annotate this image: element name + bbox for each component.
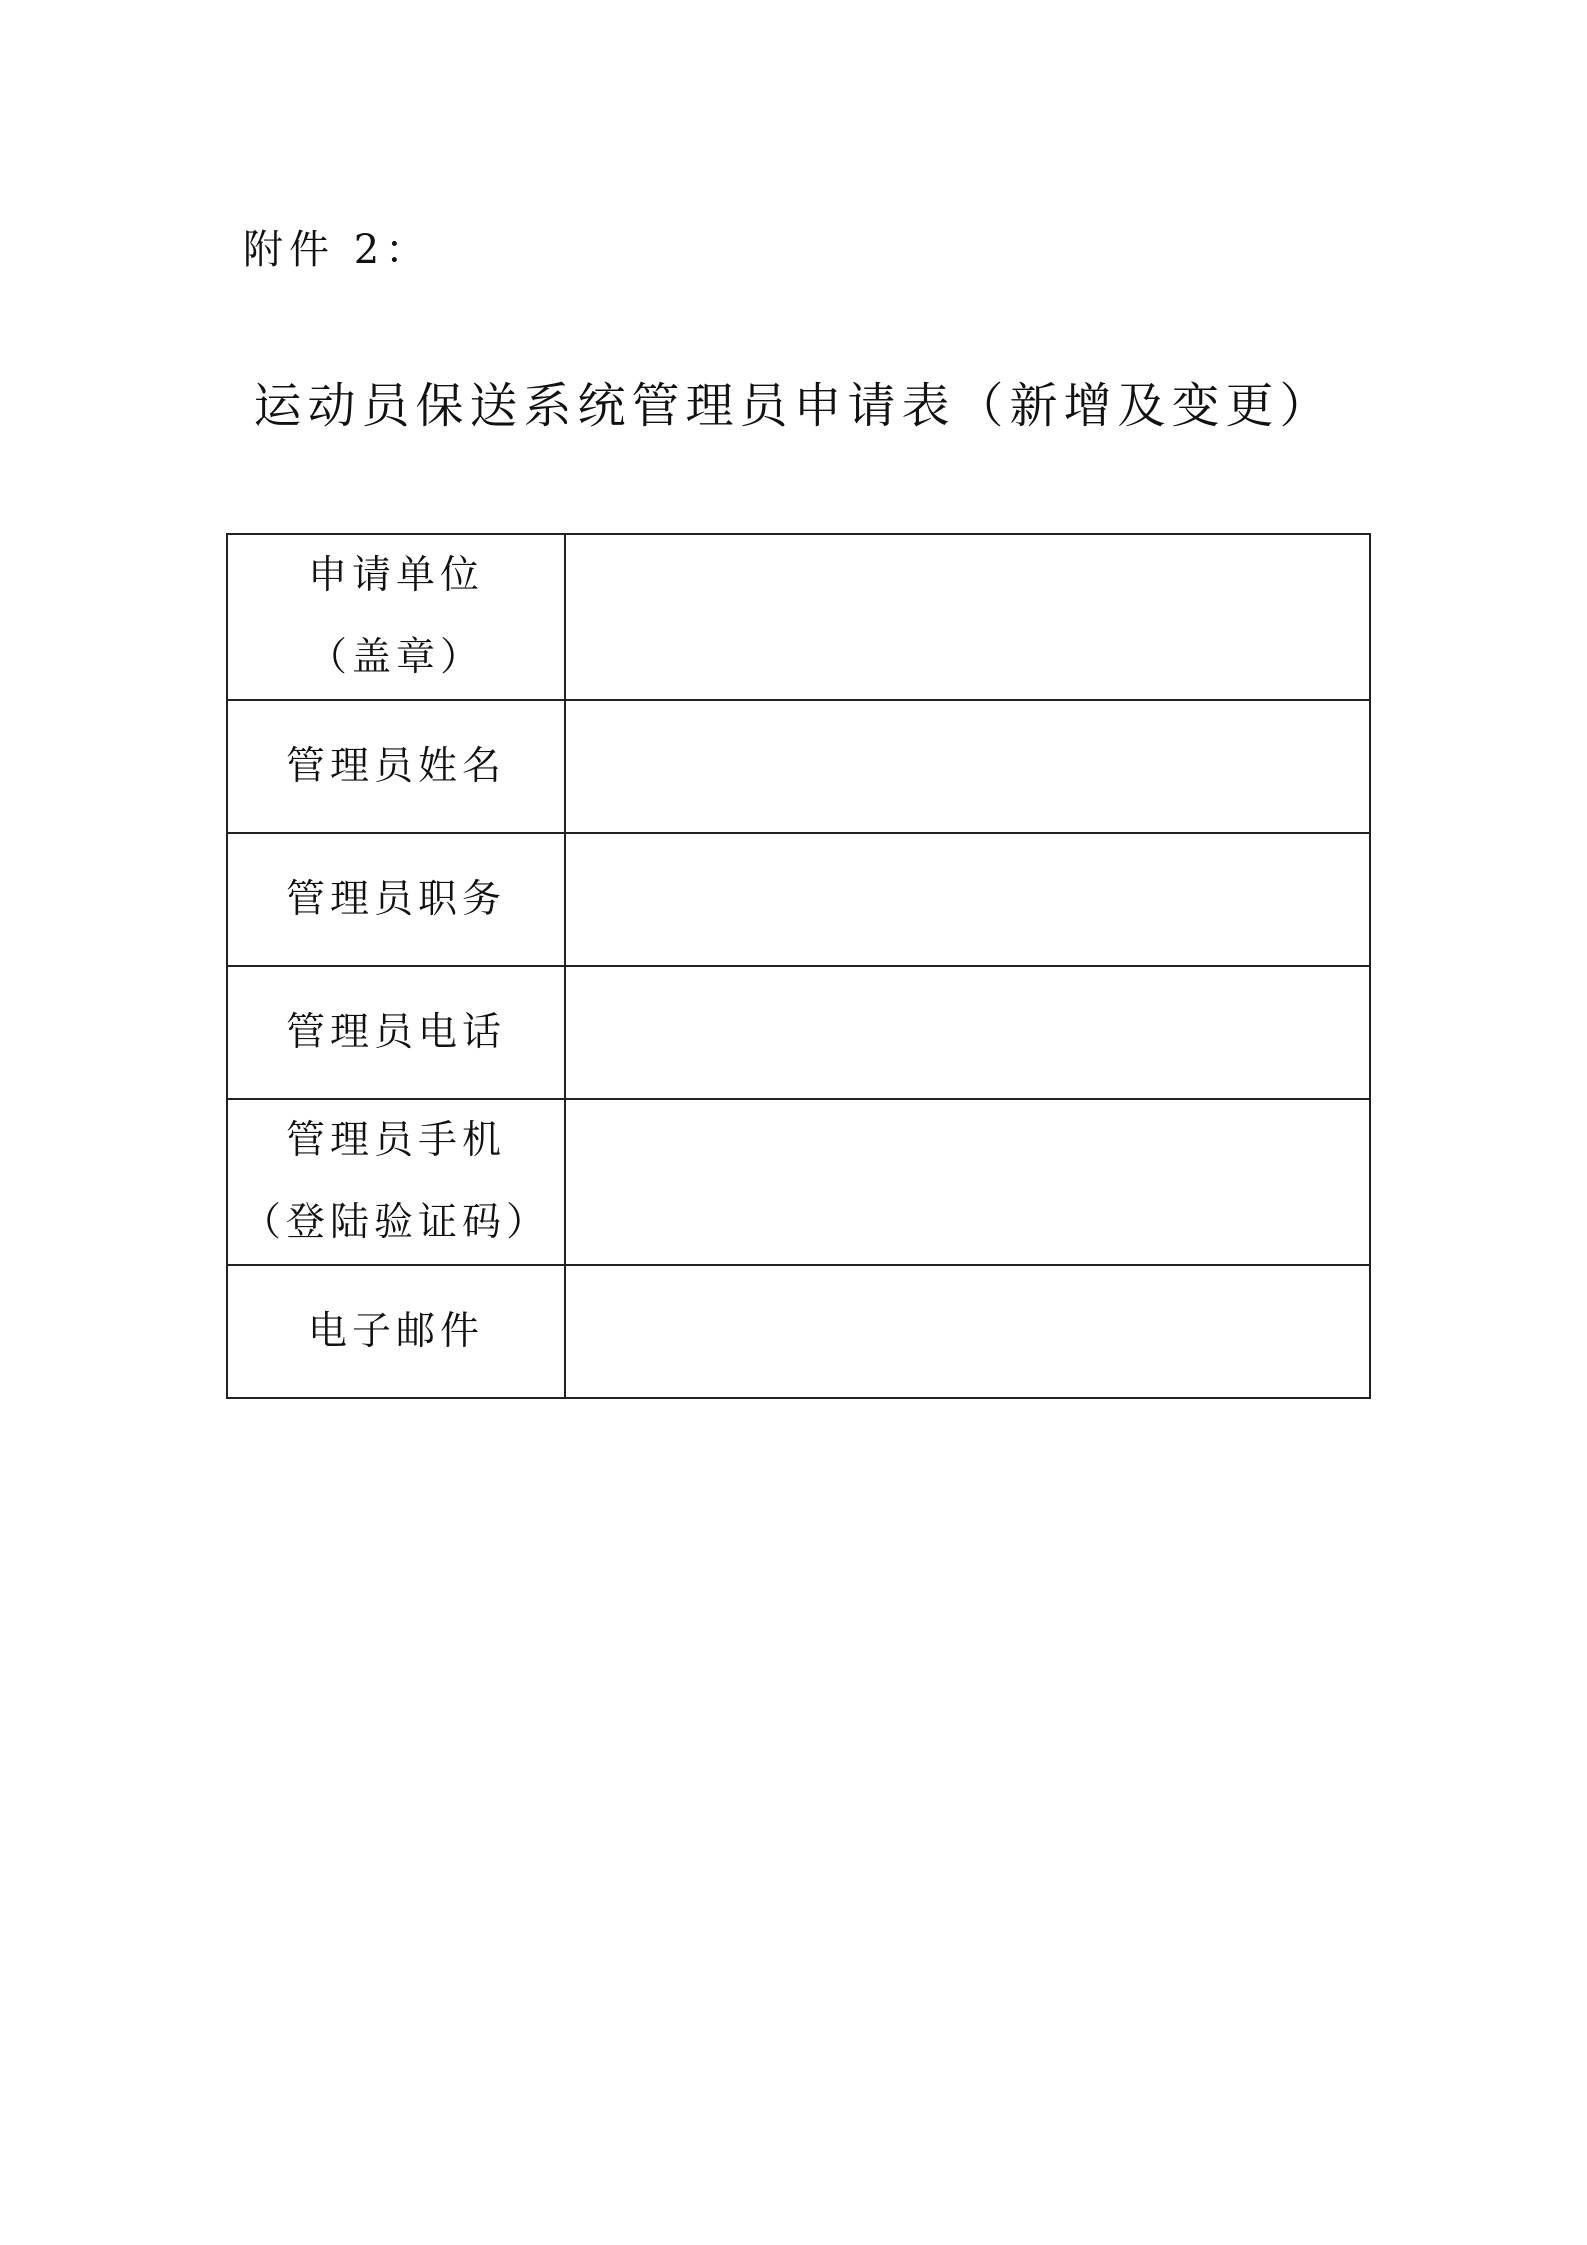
admin-mobile-label-line1: 管理员手机 — [285, 1118, 506, 1163]
email-label-line1: 电子邮件 — [307, 1308, 484, 1354]
application-form-table — [226, 533, 1371, 1399]
table-row-email — [227, 1265, 1370, 1398]
admin-phone-label-line1: 管理员电话 — [285, 1009, 506, 1055]
admin-position-field[interactable] — [565, 833, 1370, 966]
admin-position-label — [227, 833, 565, 966]
admin-mobile-label — [227, 1099, 565, 1265]
table-row-admin-phone — [227, 966, 1370, 1099]
admin-phone-field[interactable] — [565, 966, 1370, 1099]
email-label — [227, 1265, 565, 1398]
applicant-unit-label-line1: 申请单位 — [307, 553, 484, 598]
admin-name-label-line1: 管理员姓名 — [285, 743, 506, 789]
admin-mobile-field[interactable] — [565, 1099, 1370, 1265]
applicant-unit-label — [227, 534, 565, 700]
admin-mobile-label-line2: （登陆验证码） — [241, 1200, 550, 1245]
table-row-admin-mobile — [227, 1099, 1370, 1265]
admin-position-label-line1: 管理员职务 — [285, 876, 506, 922]
email-field[interactable] — [565, 1265, 1370, 1398]
applicant-unit-field[interactable] — [565, 534, 1370, 700]
applicant-unit-label-line2: （盖章） — [307, 635, 484, 680]
attachment-label: 附件 2： — [243, 227, 432, 273]
admin-phone-label — [227, 966, 565, 1099]
table-row-admin-name — [227, 700, 1370, 833]
table-row-applicant-unit — [227, 534, 1370, 700]
admin-name-field[interactable] — [565, 700, 1370, 833]
form-title: 运动员保送系统管理员申请表（新增及变更） — [253, 378, 1334, 434]
admin-name-label — [227, 700, 565, 833]
table-row-admin-position — [227, 833, 1370, 966]
